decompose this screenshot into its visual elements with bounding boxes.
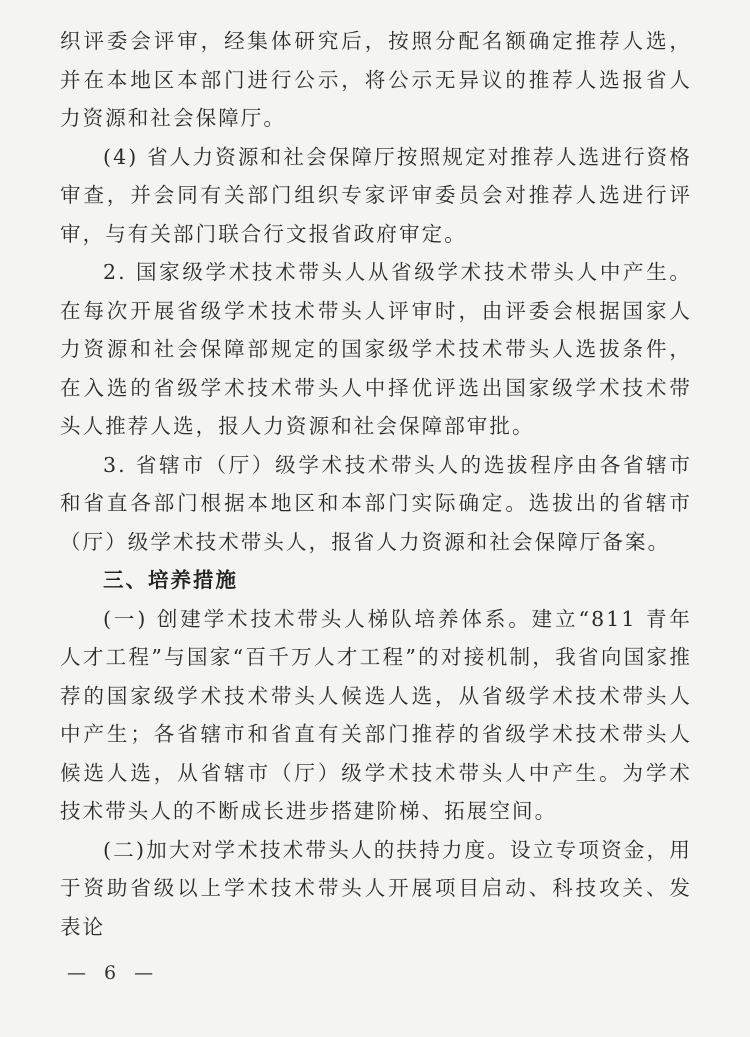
section-heading: 三、培养措施 (103, 568, 238, 592)
paragraph-continued: 织评委会评审，经集体研究后，按照分配名额确定推荐人选，并在本地区本部门进行公示，将公示无异议的推荐人选报省人力资源和社会保障厅。 (60, 29, 692, 130)
paragraph-item-3: 3. 省辖市（厅）级学术技术带头人的选拔程序由各省辖市和省直各部门根据本地区和本部门实际确定。选拔出的省辖市（厅）级学术技术带头人，报省人力资源和社会保障厅备案。 (60, 452, 692, 554)
paragraph-measure-1: (一) 创建学术技术带头人梯队培养体系。建立“811 青年人才工程”与国家“百千万人才工程”的对接机制，我省向国家推荐的国家级学术技术带头人候选人选，从省级学术技术带头人中产生；各省辖市和省直有关部门推荐的省级学术技术带头人候选人选，从省辖市（厅）级学术技术带头人中产生。为学术技术带头人的不断成长进步搭建阶梯、拓展空间。 (60, 606, 692, 823)
page-number: — 6 — (67, 962, 160, 984)
paragraph-measure-2: (二)加大对学术技术带头人的扶持力度。设立专项资金，用于资助省级以上学术技术带头人开展项目启动、科技攻关、发表论 (60, 837, 692, 939)
paragraph-item-4: (4) 省人力资源和社会保障厅按照规定对推荐人选进行资格审查，并会同有关部门组织专家评审委员会对推荐人选进行评审，与有关部门联合行文报省政府审定。 (60, 144, 692, 246)
paragraph-item-2: 2. 国家级学术技术带头人从省级学术技术带头人中产生。在每次开展省级学术技术带头人评审时，由评委会根据国家人力资源和社会保障部规定的国家级学术技术带头人选拔条件，在入选的省级学术技术带头人中择优评选出国家级学术技术带头人推荐人选，报人力资源和社会保障部审批。 (60, 260, 692, 438)
document-body (60, 22, 692, 946)
